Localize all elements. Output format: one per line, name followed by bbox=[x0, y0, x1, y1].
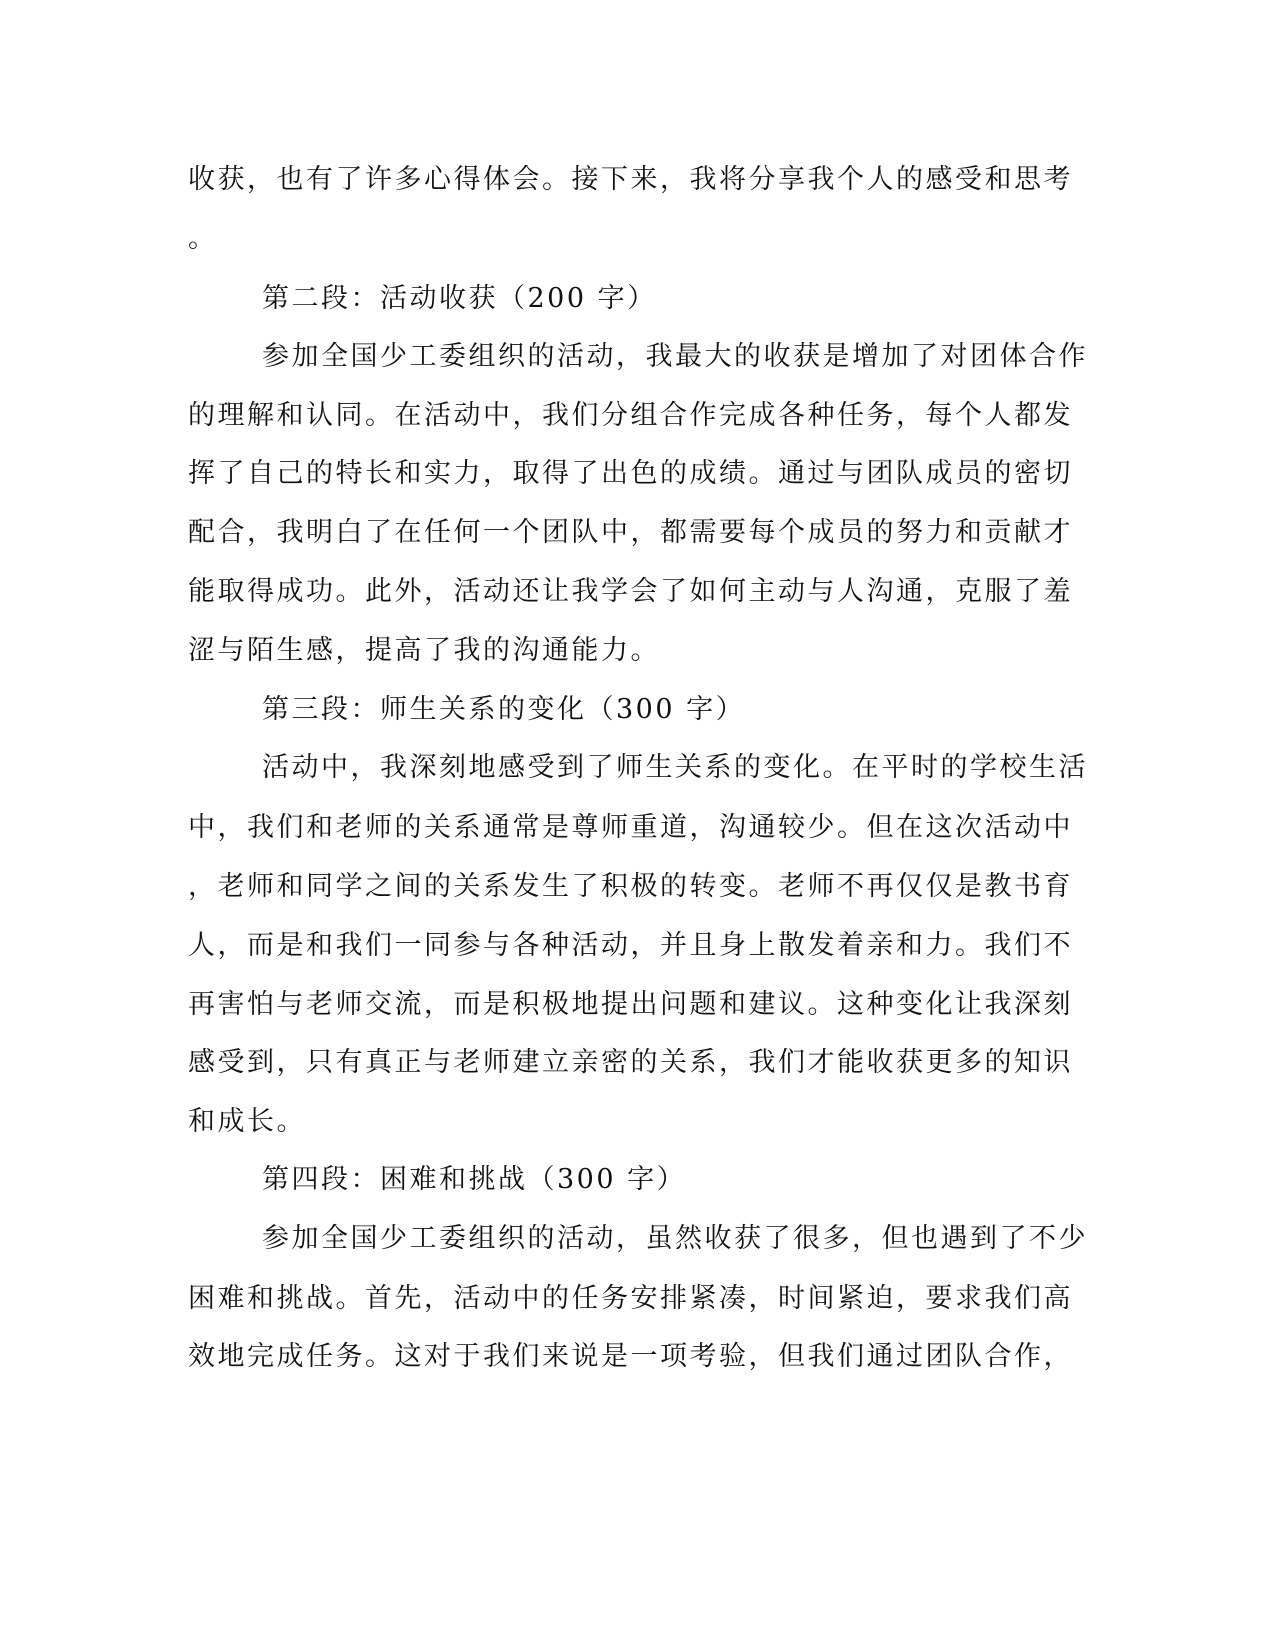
text-line: 收获，也有了许多心得体会。接下来，我将分享我个人的感受和思考 bbox=[188, 164, 1073, 195]
text-line: 中，我们和老师的关系通常是尊师重道，沟通较少。但在这次活动中 bbox=[188, 812, 1073, 843]
text-line: 参加全国少工委组织的活动，我最大的收获是增加了对团体合作 bbox=[262, 341, 1088, 372]
text-line: 效地完成任务。这对于我们来说是一项考验，但我们通过团队合作， bbox=[188, 1341, 1073, 1372]
section-heading: 第四段：困难和挑战（300 字） bbox=[262, 1164, 687, 1195]
text-line: 能取得成功。此外，活动还让我学会了如何主动与人沟通，克服了羞 bbox=[188, 576, 1073, 607]
text-line: ，老师和同学之间的关系发生了积极的转变。老师不再仅仅是教书育 bbox=[188, 871, 1073, 902]
text-line: 人，而是和我们一同参与各种活动，并且身上散发着亲和力。我们不 bbox=[188, 930, 1073, 961]
text-line: 活动中，我深刻地感受到了师生关系的变化。在平时的学校生活 bbox=[262, 752, 1088, 783]
text-line: 再害怕与老师交流，而是积极地提出问题和建议。这种变化让我深刻 bbox=[188, 989, 1073, 1020]
text-line: 的理解和认同。在活动中，我们分组合作完成各种任务，每个人都发 bbox=[188, 400, 1073, 431]
text-line: 涩与陌生感，提高了我的沟通能力。 bbox=[188, 635, 660, 666]
text-line: 困难和挑战。首先，活动中的任务安排紧凑，时间紧迫，要求我们高 bbox=[188, 1283, 1073, 1314]
section-heading: 第三段：师生关系的变化（300 字） bbox=[262, 694, 746, 725]
text-line: 和成长。 bbox=[188, 1106, 306, 1137]
text-line: 配合，我明白了在任何一个团队中，都需要每个成员的努力和贡献才 bbox=[188, 517, 1073, 548]
text-line: 参加全国少工委组织的活动，虽然收获了很多，但也遇到了不少 bbox=[262, 1223, 1088, 1254]
text-line: 挥了自己的特长和实力，取得了出色的成绩。通过与团队成员的密切 bbox=[188, 458, 1073, 489]
text-line: 。 bbox=[188, 223, 218, 254]
text-line: 感受到，只有真正与老师建立亲密的关系，我们才能收获更多的知识 bbox=[188, 1047, 1073, 1078]
section-heading: 第二段：活动收获（200 字） bbox=[262, 283, 657, 314]
